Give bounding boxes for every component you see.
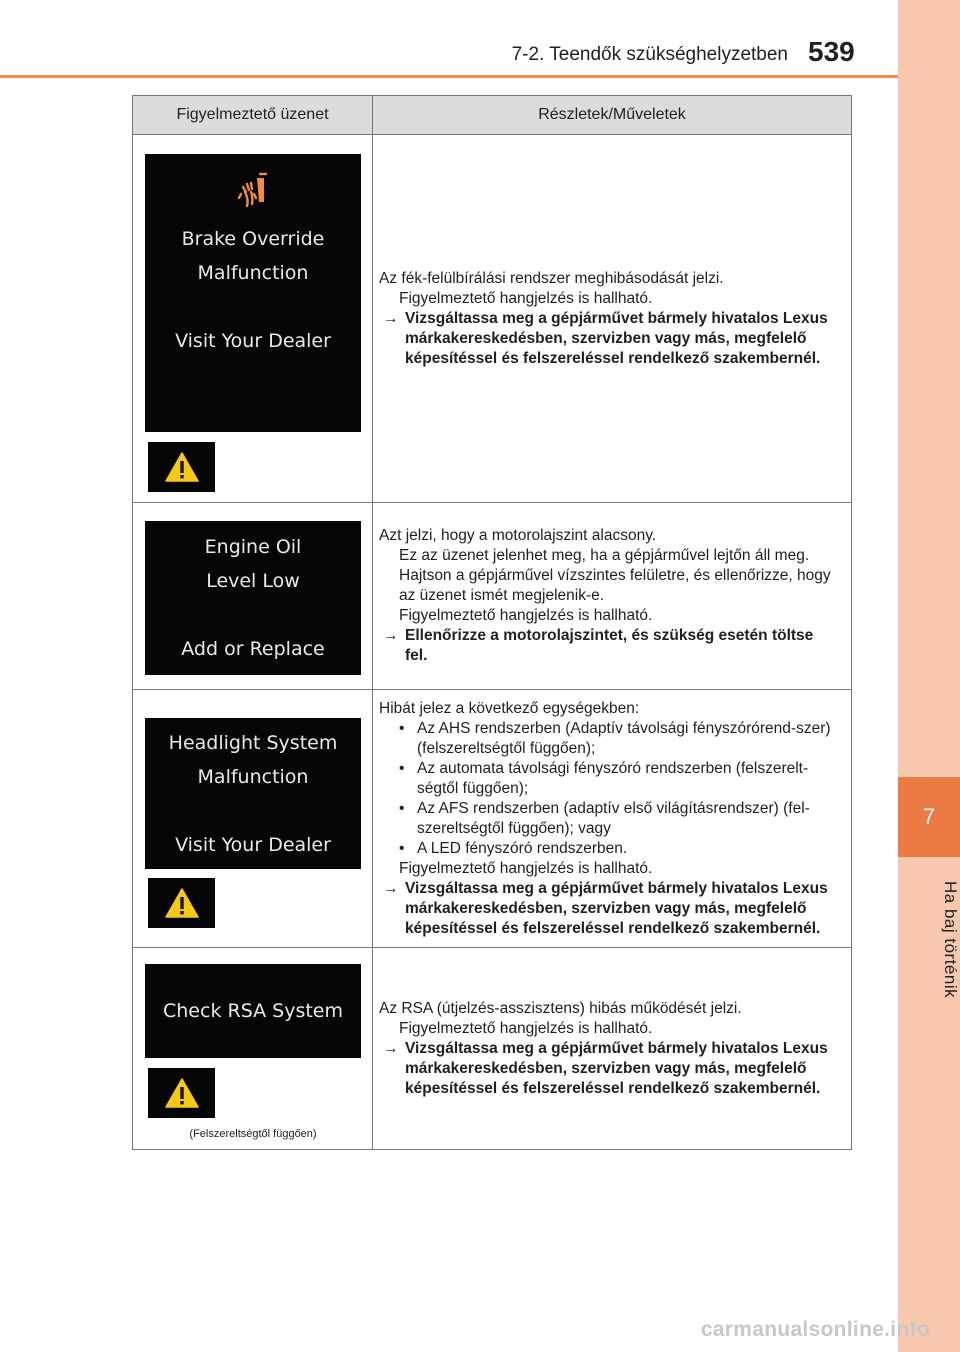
action-step <box>379 626 839 666</box>
display-line: Malfunction <box>197 765 309 788</box>
table-row <box>133 503 851 690</box>
display-screen <box>145 521 361 675</box>
arrow-icon: → <box>383 627 399 644</box>
detail-text: Figyelmeztető hangjelzés is hallható. <box>399 289 653 307</box>
list-item-text: Az automata távolsági fényszóró rendszerben (felszerelt-ségtől függően); <box>417 759 809 797</box>
list-item-text: A LED fényszóró rendszerben. <box>417 839 628 857</box>
message-cell <box>133 690 373 947</box>
table-row <box>133 690 851 948</box>
section-title: 7-2. Teendők szükséghelyzetben <box>511 44 788 65</box>
warning-symbol <box>148 442 215 492</box>
display-line: Brake Override <box>181 228 325 250</box>
arrow-icon: → <box>383 1039 399 1057</box>
bullet-icon: • <box>399 839 405 857</box>
detail-text: Figyelmeztető hangjelzés is hallható. <box>399 607 653 624</box>
side-tab <box>898 0 960 1352</box>
table-row <box>133 135 851 503</box>
warning-triangle-icon <box>165 452 199 482</box>
watermark-logo: carmanualsonline.info <box>700 1318 930 1341</box>
chapter-number[interactable]: 7 <box>898 777 960 857</box>
display-line: Visit Your Dealer <box>175 330 331 352</box>
detail-text: Azt jelzi, hogy a motorolajszint alacsony. <box>379 527 657 544</box>
column-header-message: Figyelmeztető üzenet <box>133 96 373 134</box>
warning-symbol <box>148 878 215 928</box>
detail-text: Figyelmeztető hangjelzés is hallható. <box>399 859 653 877</box>
display-line: Add or Replace <box>181 638 325 660</box>
table-header <box>133 96 851 135</box>
message-cell <box>133 503 373 689</box>
display-line: Check RSA System <box>163 1000 343 1022</box>
action-step <box>379 1039 839 1099</box>
details-cell <box>373 135 851 502</box>
brake-override-pedal-icon <box>233 172 273 212</box>
detail-text: Az fék-felülbírálási rendszer meghibásodását jelzi. <box>379 269 724 287</box>
page-number: 539 <box>808 36 855 67</box>
arrow-icon: → <box>383 879 399 897</box>
message-cell <box>133 135 373 502</box>
header-rule <box>0 75 898 78</box>
table-row <box>133 948 851 1149</box>
warning-triangle-icon <box>165 888 199 918</box>
action-step <box>379 309 839 369</box>
action-text: Ellenőrizze a motorolajszintet, és szükség esetén töltse fel. <box>405 627 814 664</box>
list-item <box>379 799 839 839</box>
display-line: Engine Oil <box>204 536 302 558</box>
action-text: Vizsgáltassa meg a gépjárművet bármely hivatalos Lexus márkakereskedésben, szervizben vagy más, megfelelő képesítéssel és felszereléssel rendelkező szakembernél. <box>405 1039 828 1097</box>
list-item-text: Az AHS rendszerben (Adaptív távolsági fényszórórend-szer) (felszereltségtől függően); <box>417 719 831 757</box>
list-item-text: Az AFS rendszerben (adaptív első világításrendszer) (fel-szereltségtől függően); vagy <box>417 799 810 837</box>
details-cell <box>373 690 851 947</box>
arrow-icon: → <box>383 309 399 327</box>
detail-text: Hibát jelez a következő egységekben: <box>379 699 640 717</box>
action-text: Vizsgáltassa meg a gépjárművet bármely hivatalos Lexus márkakereskedésben, szervizben vagy más, megfelelő képesítéssel és felszereléssel rendelkező szakembernél. <box>405 309 828 367</box>
details-cell <box>373 948 851 1149</box>
display-screen <box>145 964 361 1058</box>
display-screen <box>145 718 361 869</box>
detail-text: Ez az üzenet jelenhet meg, ha a gépjárművel lejtőn áll meg. Hajtson a gépjárművel vízszintes felületre, és ellenőrizze, hogy az üzenet ismét megjelenik-e. <box>399 547 831 604</box>
message-cell <box>133 948 373 1149</box>
detail-text: Az RSA (útjelzés-asszisztens) hibás működését jelzi. <box>379 999 742 1017</box>
details-cell <box>373 503 851 689</box>
detail-text: Figyelmeztető hangjelzés is hallható. <box>399 1019 653 1037</box>
warning-symbol <box>148 1068 215 1118</box>
action-step <box>379 879 839 939</box>
list-item <box>379 759 839 799</box>
action-text: Vizsgáltassa meg a gépjárművet bármely hivatalos Lexus márkakereskedésben, szervizben vagy más, megfelelő képesítéssel és felszereléssel rendelkező szakembernél. <box>405 879 828 937</box>
warning-triangle-icon <box>165 1078 199 1108</box>
list-item <box>379 839 839 859</box>
display-line: Headlight System <box>168 731 338 754</box>
bullet-icon: • <box>399 799 405 817</box>
equipment-note: (Felszereltségtől függően) <box>189 1128 317 1140</box>
warning-message-table <box>132 95 852 1150</box>
bullet-icon: • <box>399 759 405 777</box>
bullet-icon: • <box>399 719 405 737</box>
display-line: Level Low <box>206 570 300 592</box>
chapter-label: Ha baj történik <box>941 881 960 999</box>
list-item <box>379 719 839 759</box>
display-screen <box>145 154 361 432</box>
display-line: Visit Your Dealer <box>175 833 331 856</box>
column-header-details: Részletek/Műveletek <box>538 106 686 123</box>
display-line: Malfunction <box>197 262 309 284</box>
